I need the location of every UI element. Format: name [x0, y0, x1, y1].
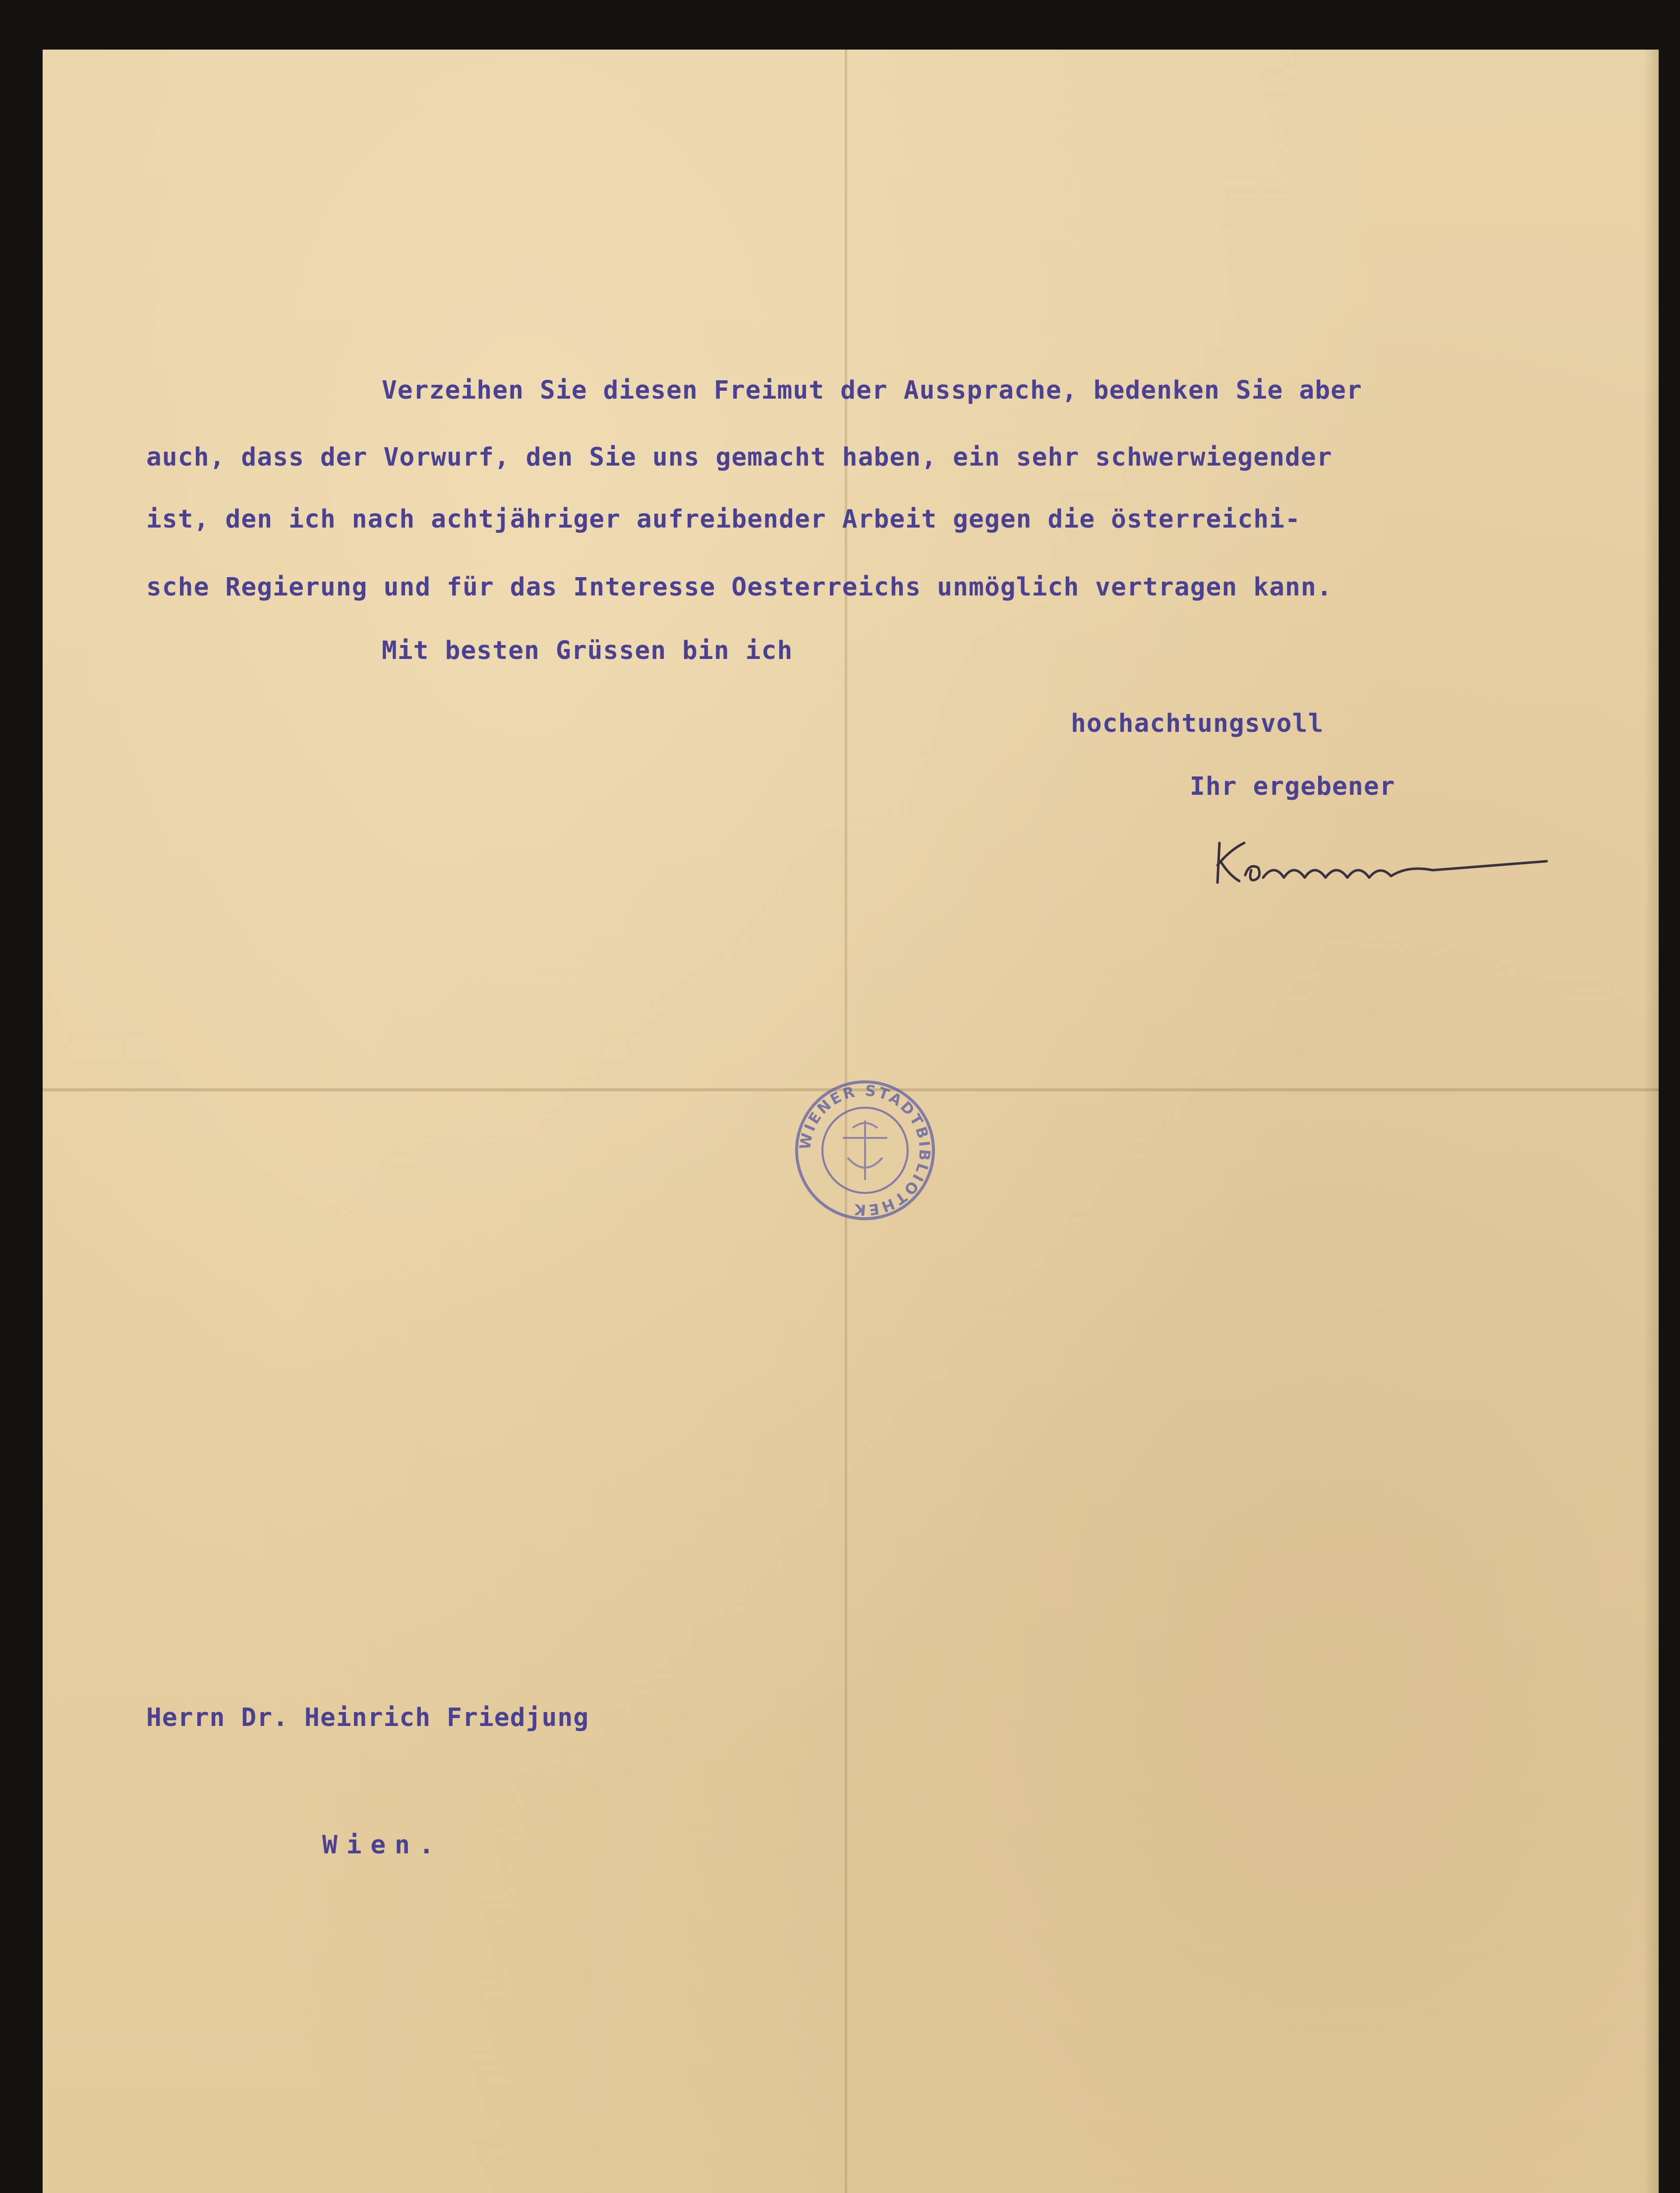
greeting-line: Mit besten Grüssen bin ich — [382, 636, 793, 665]
page-edge-shadow — [1644, 50, 1659, 2193]
library-stamp — [793, 1078, 937, 1222]
body-line-3: ist, den ich nach achtjähriger aufreibender Arbeit gegen die österreichi- — [146, 505, 1301, 534]
handwritten-signature — [1200, 835, 1557, 890]
stamp-text: WIENER STADTBIBLIOTHEK — [796, 1082, 933, 1219]
recipient-name: Herrn Dr. Heinrich Friedjung — [146, 1703, 589, 1732]
body-line-2: auch, dass der Vorwurf, den Sie uns gemacht haben, ein sehr schwerwiegender — [146, 443, 1332, 472]
recipient-city: Wien. — [322, 1831, 443, 1860]
closing-line-2: Ihr ergebener — [1190, 772, 1395, 801]
body-line-1: Verzeihen Sie diesen Freimut der Aussprache, bedenken Sie aber — [382, 376, 1363, 405]
body-line-4: sche Regierung und für das Interesse Oesterreichs unmöglich vertragen kann. — [146, 573, 1332, 602]
closing-line-1: hochachtungsvoll — [1071, 709, 1324, 738]
